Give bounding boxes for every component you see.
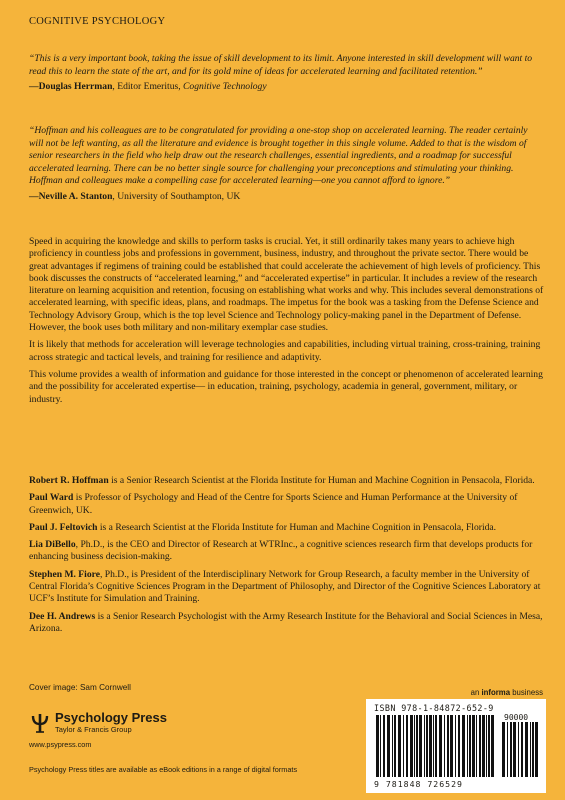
barcode-bar bbox=[486, 715, 487, 777]
imprint-brand: informa bbox=[481, 688, 511, 697]
publisher-url[interactable]: www.psypress.com bbox=[29, 740, 92, 749]
psi-logo-icon bbox=[29, 712, 51, 734]
barcode-bar bbox=[479, 715, 481, 777]
author-bio-text: is a Senior Research Scientist at the Florida Institute for Human and Machine Cognition in Pensacola, Florida. bbox=[108, 475, 535, 486]
barcode-bar bbox=[510, 722, 512, 777]
barcode-bar bbox=[518, 722, 519, 777]
ebook-note: Psychology Press titles are available as eBook editions in a range of digital formats bbox=[29, 765, 298, 774]
barcode bbox=[366, 699, 546, 793]
imprint-suffix: business bbox=[510, 688, 543, 697]
barcode-bar bbox=[521, 722, 523, 777]
barcode-bar bbox=[426, 715, 428, 777]
barcode-bar bbox=[488, 715, 490, 777]
ean-number: 9 781848 726529 bbox=[374, 779, 463, 789]
barcode-bar bbox=[410, 715, 413, 777]
ean-barcode-icon bbox=[376, 715, 498, 777]
author-bio-text: is a Senior Research Psychologist with the Army Research Institute for the Behavioral and Social Sciences in Mesa, Arizona. bbox=[29, 610, 543, 634]
barcode-bar bbox=[472, 715, 475, 777]
barcode-bar bbox=[491, 715, 494, 777]
author-bios bbox=[29, 475, 544, 640]
author-name: Stephen M. Fiore bbox=[29, 568, 100, 580]
barcode-bar bbox=[419, 715, 422, 777]
barcode-bar bbox=[387, 715, 390, 777]
author-name: Paul J. Feltovich bbox=[29, 521, 98, 533]
endorsement-quote bbox=[29, 125, 544, 203]
author-bio-text: , Ph.D., is President of the Interdisciplinary Network for Group Research, a faculty member in the University of Central Florida’s Cognitive Sciences Program in the Department of Philosophy, and Director of the Cognitive Sciences Laboratory at UCF’s Institute for Simulation and Training. bbox=[29, 568, 541, 605]
barcode-bar bbox=[513, 722, 516, 777]
barcode-bar bbox=[532, 722, 534, 777]
quote-role: , Editor Emeritus, bbox=[112, 81, 184, 92]
book-description bbox=[29, 236, 549, 411]
barcode-bar bbox=[507, 722, 508, 777]
barcode-bar bbox=[424, 715, 425, 777]
author-bio bbox=[29, 611, 544, 636]
cover-credit: Cover image: Sam Cornwell bbox=[29, 683, 131, 692]
barcode-bar bbox=[433, 715, 434, 777]
publisher-name: Psychology Press bbox=[55, 710, 167, 725]
barcode-bar bbox=[455, 715, 456, 777]
author-bio bbox=[29, 522, 544, 534]
barcode-bar bbox=[429, 715, 432, 777]
imprint-line bbox=[471, 688, 543, 697]
author-bio bbox=[29, 569, 544, 606]
price-addon-text: 90000 bbox=[504, 713, 529, 722]
isbn-text: ISBN 978-1-84872-652-9 bbox=[374, 703, 494, 713]
quote-author: —Neville A. Stanton bbox=[29, 190, 113, 202]
barcode-bar bbox=[444, 715, 445, 777]
quote-author: —Douglas Herrman bbox=[29, 81, 113, 92]
author-name: Robert R. Hoffman bbox=[29, 475, 109, 486]
author-name: Dee H. Andrews bbox=[29, 610, 96, 622]
author-bio-text: , Ph.D., is the CEO and Director of Research at WTRInc., a cognitive sciences research firm that develops products for enhancing business decision-making. bbox=[29, 539, 533, 563]
barcode-bar bbox=[469, 715, 471, 777]
description-paragraph: This volume provides a wealth of information and guidance for those interested in the concept or phenomenon of accelerated learning and the possibility for accelerated expertise— in education, training, psychology, academia in general, government, military, or industry. bbox=[29, 368, 543, 405]
description-paragraph: It is likely that methods for acceleration will leverage technologies and capabilities, including virtual training, cross-training, training across strategic and tactical levels, and training for resilience and adaptivity. bbox=[29, 339, 541, 363]
barcode-bar bbox=[414, 715, 415, 777]
imprint-prefix: an bbox=[470, 688, 482, 697]
barcode-bar bbox=[376, 715, 379, 777]
author-bio bbox=[29, 492, 544, 517]
barcode-bar bbox=[462, 715, 465, 777]
barcode-bar bbox=[394, 715, 396, 777]
category-label: COGNITIVE PSYCHOLOGY bbox=[29, 16, 166, 27]
quote-text: “This is a very important book, taking the issue of skill development to its limit. Anyone interested in skill development will want to read this to learn the state of the art, and for its gold mine of ideas for accelerated learning and facilitated retention.” bbox=[29, 53, 533, 77]
author-name: Paul Ward bbox=[29, 492, 74, 504]
author-bio bbox=[29, 539, 544, 564]
quote-role: , University of Southampton, UK bbox=[112, 190, 241, 202]
barcode-bar bbox=[482, 715, 485, 777]
barcode-bar bbox=[502, 722, 505, 777]
barcode-bar bbox=[476, 715, 477, 777]
barcode-bar bbox=[439, 715, 442, 777]
barcode-bar bbox=[435, 715, 437, 777]
barcode-bar bbox=[530, 722, 531, 777]
addon-barcode-icon bbox=[502, 722, 538, 777]
quote-attribution bbox=[29, 190, 544, 203]
barcode-bar bbox=[398, 715, 401, 777]
publisher-logo bbox=[29, 711, 167, 734]
author-bio-text: is a Research Scientist at the Florida Institute for Human and Machine Cognition in Pensacola, Florida. bbox=[97, 521, 497, 533]
author-bio-text: is Professor of Psychology and Head of the Centre for Sports Science and Human Performance at the University of Greenwich, UK. bbox=[29, 492, 518, 516]
author-bio bbox=[29, 475, 544, 487]
quote-publication: Cognitive Technology bbox=[183, 81, 267, 92]
quote-text: “Hoffman and his colleagues are to be congratulated for providing a one-stop shop on accelerated learning. The reader certainly will not be left wanting, as all the literature and evidence is brought together in this single volume. Added to that is the wisdom of senior researchers in the field who help draw out the research challenges, essential ingredients, and a roadmap for successful accelerated learning. There can be no better single source for challenging your preconceptions and stimulating your thinking. Hoffman and colleagues make a compelling case for accelerated learning—one you cannot afford to ignore.” bbox=[29, 125, 528, 186]
description-paragraph: Speed in acquiring the knowledge and skills to perform tasks is crucial. Yet, it still ordinarily takes many years to achieve high proficiency in countless jobs and professions in government, business, industry, and throughout the private sector. There would be great advantages if regimens of training could be established that could accelerate the achievement of high levels of proficiency. This book discusses the constructs of “accelerated learning,” and “accelerated expertise” in particular. It includes a review of the research literature on learning acquisition and retention, focusing on establishing what works and why. This includes several demonstrations of accelerated learning, with specific ideas, plans, and roadmaps. The impetus for the book was a tasking from the Defense Science and Technology Advisory Group, which is the top level Science and Technology policy-making panel in the Department of Defense. However, the book uses both military and non-military exemplar case studies. bbox=[29, 236, 544, 334]
publisher-group: Taylor & Francis Group bbox=[55, 725, 132, 734]
quote-attribution bbox=[29, 80, 544, 93]
barcode-bar bbox=[525, 722, 528, 777]
endorsement-quote bbox=[29, 53, 544, 93]
author-name: Lia DiBello bbox=[29, 539, 76, 551]
barcode-bar bbox=[403, 715, 404, 777]
barcode-bar bbox=[392, 715, 393, 777]
barcode-bar bbox=[458, 715, 460, 777]
barcode-bar bbox=[416, 715, 418, 777]
barcode-bar bbox=[450, 715, 453, 777]
barcode-bar bbox=[380, 715, 381, 777]
barcode-bar bbox=[406, 715, 408, 777]
barcode-bar bbox=[535, 722, 538, 777]
barcode-bar bbox=[467, 715, 468, 777]
barcode-bar bbox=[383, 715, 385, 777]
barcode-bar bbox=[447, 715, 449, 777]
